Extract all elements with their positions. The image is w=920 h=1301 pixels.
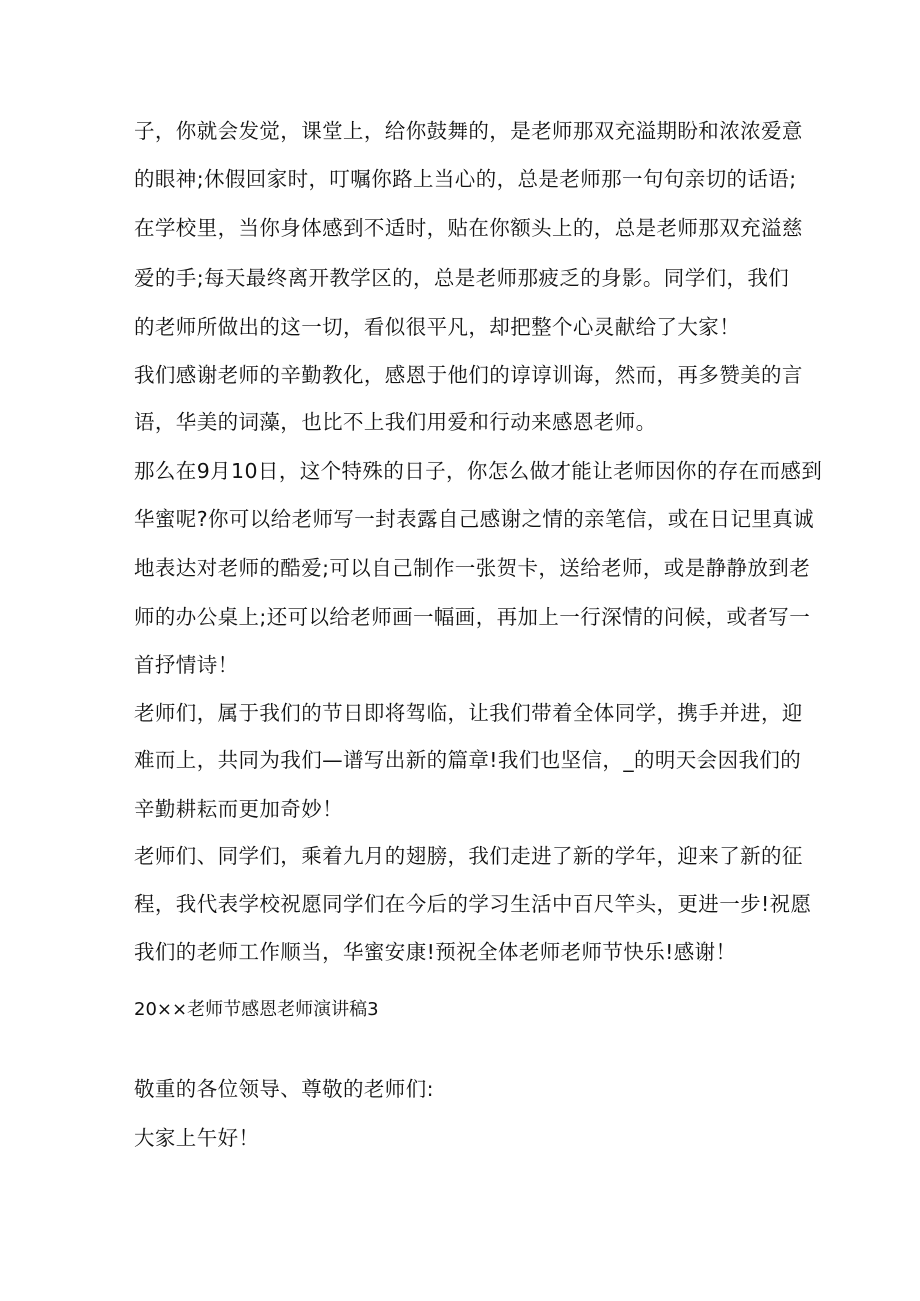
body-text-line: 在学校里，当你身体感到不适时，贴在你额头上的，总是老师那双充溢慈: [134, 216, 803, 240]
body-text-line: 爱的手;每天最终离开教学区的，总是老师那疲乏的身影。同学们，我们: [134, 266, 790, 290]
body-text-line: 的眼神;休假回家时，叮嘱你路上当心的，总是老师那一句句亲切的话语;: [134, 167, 797, 191]
body-text-line: 程，我代表学校祝愿同学们在今后的学习生活中百尺竿头，更进一步!祝愿: [134, 892, 812, 916]
salutation-line: 敬重的各位领导、尊敬的老师们:: [134, 1077, 434, 1101]
body-text-line: 我们感谢老师的辛勤教化，感恩于他们的谆谆训诲，然而，再多赞美的言: [134, 363, 803, 387]
greeting-line: 大家上午好！: [134, 1126, 260, 1150]
body-text-line: 首抒情诗！: [134, 653, 239, 677]
body-text-line: 的老师所做出的这一切，看似很平凡，却把整个心灵献给了大家！: [134, 315, 741, 339]
section-heading: 20××老师节感恩老师演讲稿3: [134, 999, 379, 1020]
body-text-line: 子，你就会发觉，课堂上，给你鼓舞的，是老师那双充溢期盼和浓浓爱意: [134, 119, 803, 143]
body-text-line: 难而上，共同为我们—谱写出新的篇章!我们也坚信，_的明天会因我们的: [134, 748, 802, 772]
body-text-line: 华蜜呢?你可以给老师写一封表露自己感谢之情的亲笔信，或在日记里真诚: [134, 507, 815, 531]
body-text-line: 那么在9月10日，这个特殊的日子，你怎么做才能让老师因你的存在而感到: [134, 459, 823, 483]
body-text-line: 老师们，属于我们的节日即将驾临，让我们带着全体同学，携手并进，迎: [134, 701, 803, 725]
body-text-line: 我们的老师工作顺当，华蜜安康!预祝全体老师老师节快乐!感谢！: [134, 940, 737, 964]
body-text-line: 辛勤耕耘而更加奇妙！: [134, 797, 343, 821]
body-text-line: 地表达对老师的酷爱;可以自己制作一张贺卡，送给老师，或是静静放到老: [134, 556, 811, 580]
body-text-line: 师的办公桌上;还可以给老师画一幅画，再加上一行深情的问候，或者写一: [134, 605, 811, 629]
body-text-line: 老师们、同学们，乘着九月的翅膀，我们走进了新的学年，迎来了新的征: [134, 844, 803, 868]
body-text-line: 语，华美的词藻，也比不上我们用爱和行动来感恩老师。: [134, 410, 657, 434]
